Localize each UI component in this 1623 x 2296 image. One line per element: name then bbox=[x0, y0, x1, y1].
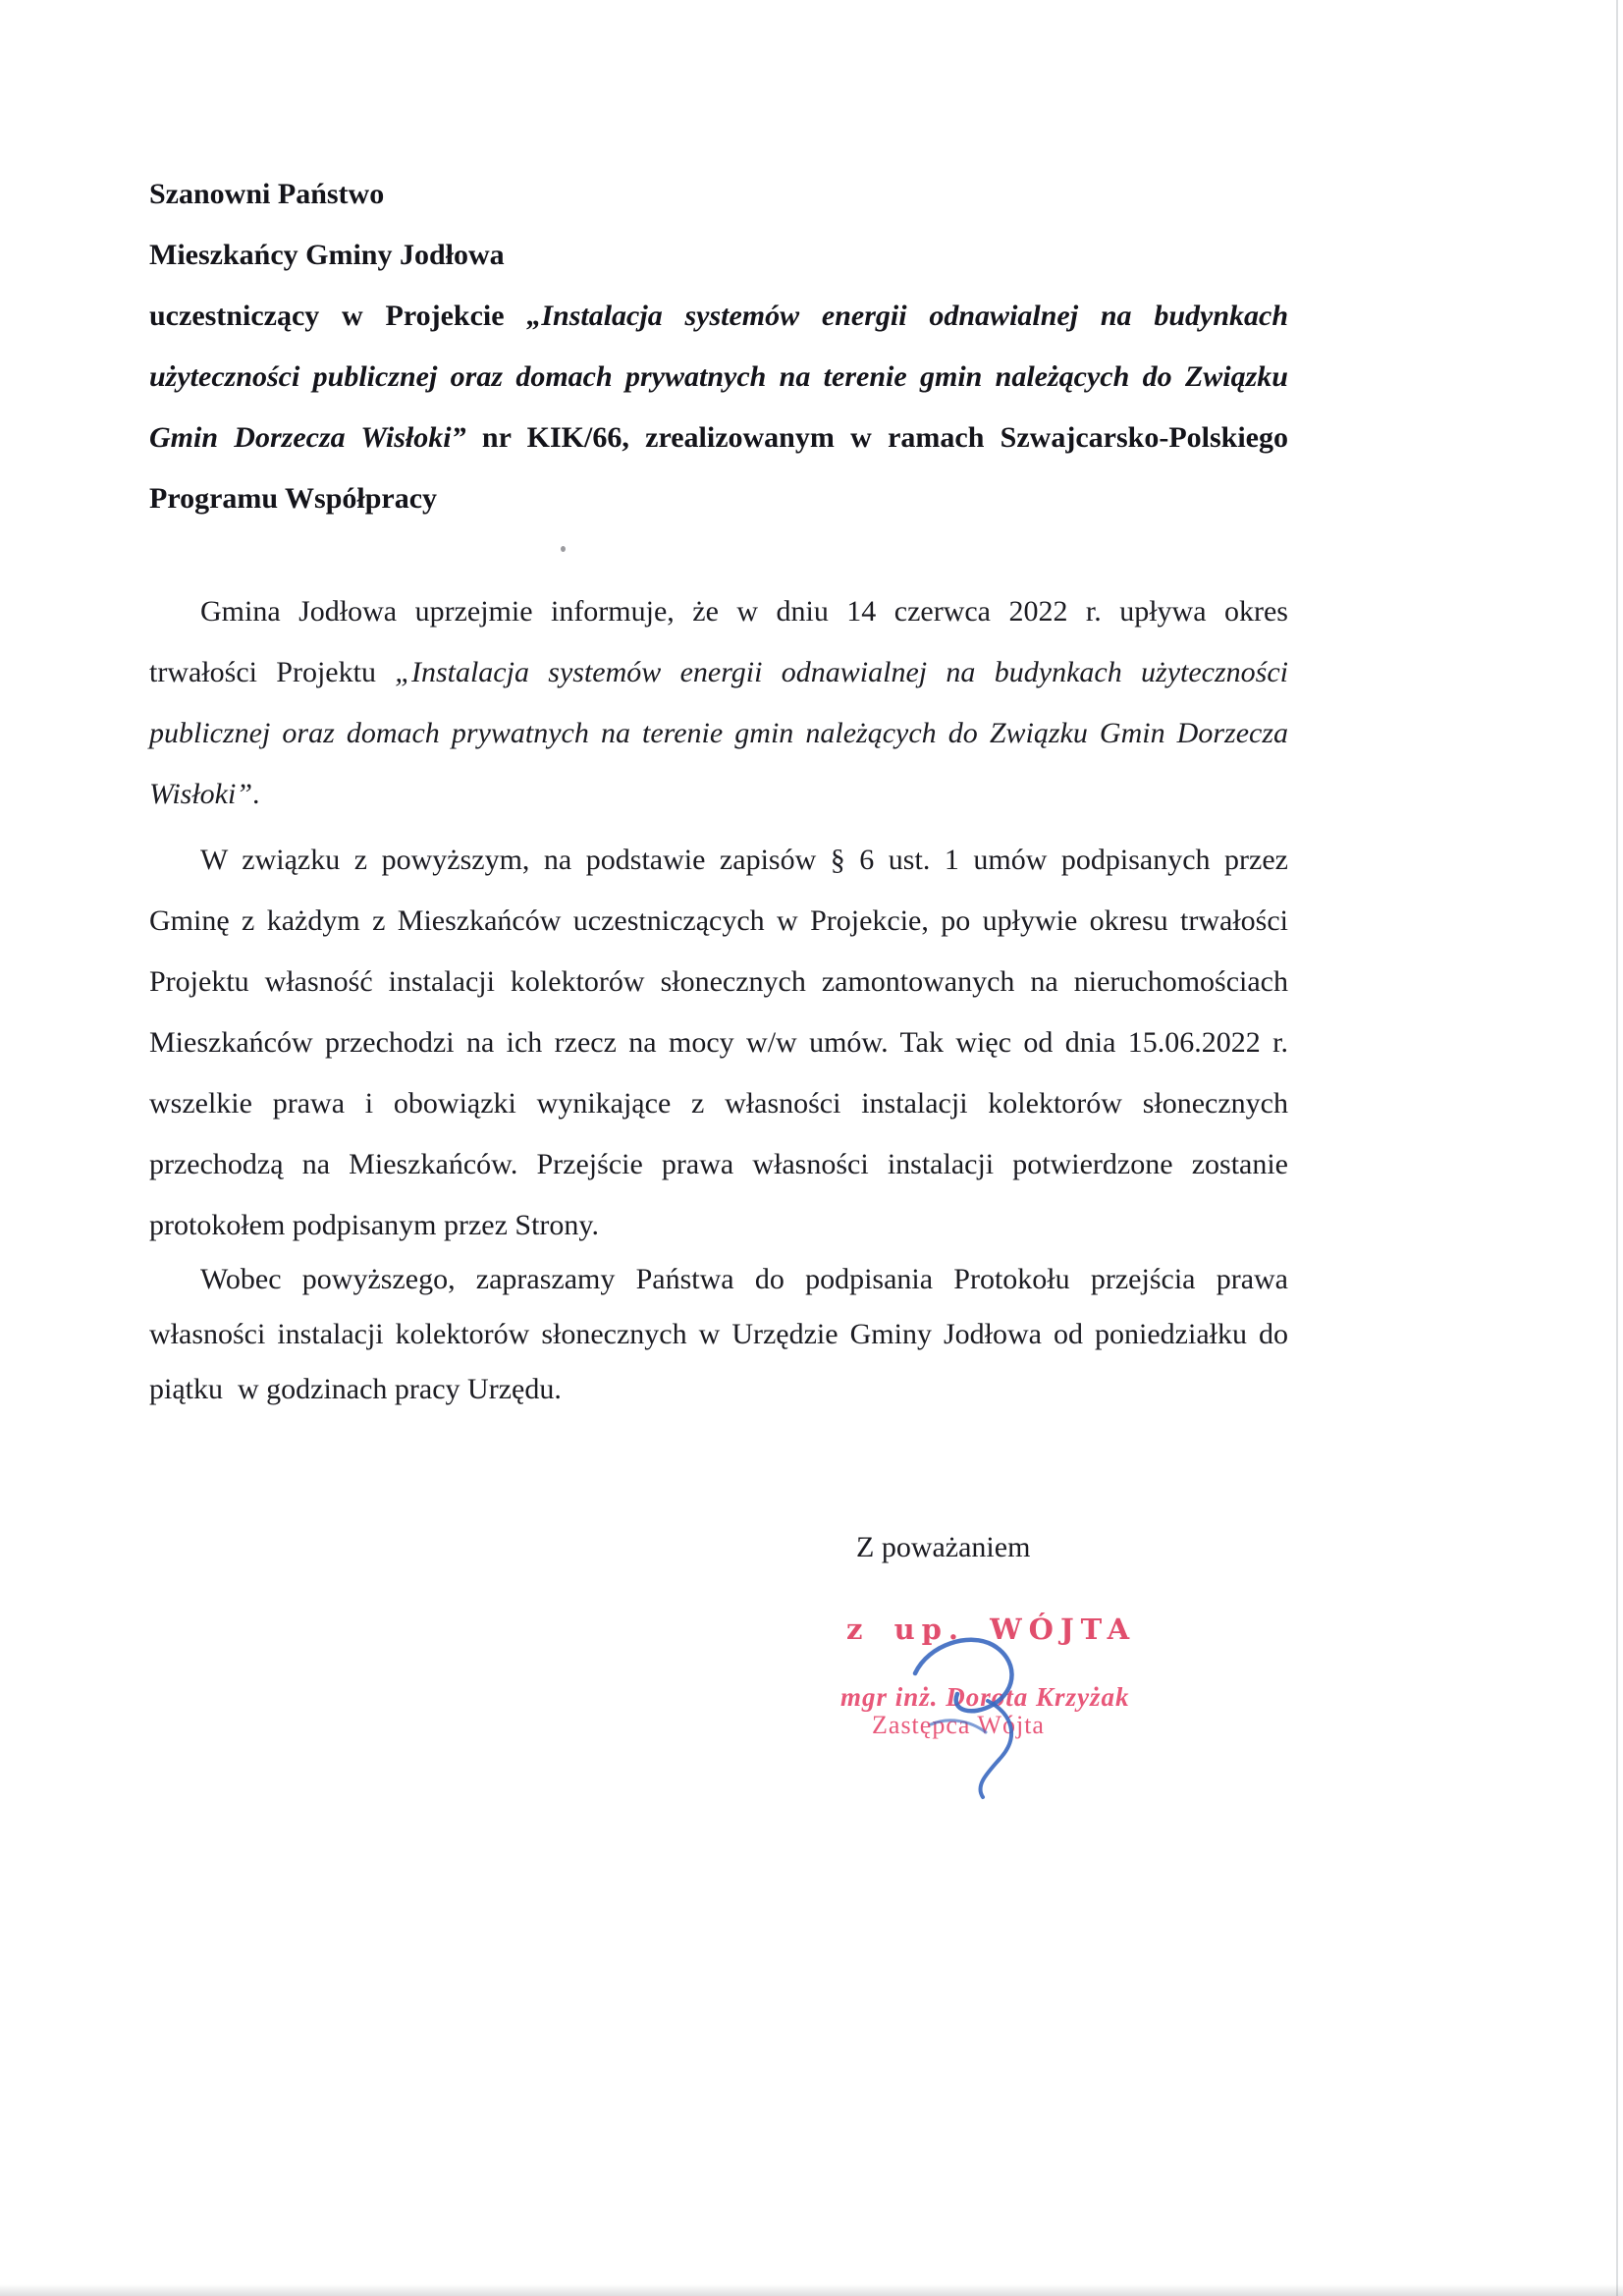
p1-line-1: Gmina Jodłowa uprzejmie informuje, że w dniu 14 czerwca 2022 r. upływa okres bbox=[200, 595, 1288, 628]
paragraph-2 bbox=[149, 830, 1288, 1256]
valediction: Z poważaniem bbox=[856, 1531, 1031, 1563]
stamp-signer-name: mgr inż. Dorota Krzyżak bbox=[840, 1682, 1130, 1712]
p2-line-6: przechodzą na Mieszkańców. Przejście prawa własności instalacji potwierdzone zostanie bbox=[149, 1148, 1288, 1180]
p2-line-4: Mieszkańców przechodzi na ich rzecz na mocy w/w umów. Tak więc od dnia 15.06.2022 r. bbox=[149, 1026, 1288, 1059]
p1-line-3: publicznej oraz domach prywatnych na terenie gmin należących do Związku Gmin Dorzecza bbox=[149, 717, 1288, 749]
p2-line-5: wszelkie prawa i obowiązki wynikające z własności instalacji kolektorów słonecznych bbox=[149, 1087, 1288, 1120]
p3-line-3: piątku w godzinach pracy Urzędu. bbox=[149, 1373, 562, 1405]
p2-line-1: W związku z powyższym, na podstawie zapisów § 6 ust. 1 umów podpisanych przez bbox=[200, 844, 1288, 876]
p1-text: trwałości Projektu bbox=[149, 656, 396, 688]
project-title-line-2: użyteczności publicznej oraz domach prywatnych na terenie gmin należących do Związku bbox=[149, 360, 1288, 393]
p1-title-italic-end: Wisłoki” bbox=[149, 778, 253, 810]
p3-line-2: własności instalacji kolektorów słonecznych w Urzędzie Gminy Jodłowa od poniedziałku do bbox=[149, 1318, 1288, 1350]
project-title-italic: „Instalacja systemów energii odnawialnej na budynkach bbox=[526, 300, 1289, 332]
project-title-italic-end: Gmin Dorzecza Wisłoki” bbox=[149, 421, 466, 454]
stamp-authority-line: z up. WÓJTA bbox=[846, 1613, 1137, 1646]
scan-edge-right bbox=[1616, 0, 1618, 2296]
scan-edge-bottom bbox=[0, 2284, 1623, 2296]
program-line: Programu Współpracy bbox=[149, 482, 438, 515]
project-title-line-1 bbox=[149, 286, 1288, 347]
p2-line-7: protokołem podpisanym przez Strony. bbox=[149, 1209, 599, 1241]
scan-artifact-dot bbox=[561, 546, 566, 552]
project-intro-text: uczestniczący w Projekcie bbox=[149, 300, 527, 332]
project-number-text: nr KIK/66, zrealizowanym w ramach Szwajcarsko-Polskiego bbox=[465, 421, 1288, 454]
paragraph-1 bbox=[149, 581, 1288, 825]
p1-line-2 bbox=[149, 642, 1288, 703]
salutation-line: Szanowni Państwo bbox=[149, 178, 385, 210]
p1-period: . bbox=[252, 778, 260, 810]
addressee-block bbox=[149, 164, 1288, 529]
paragraph-3 bbox=[149, 1252, 1288, 1417]
handwritten-signature bbox=[901, 1630, 1039, 1805]
stamp-signer-title: Zastępca Wójta bbox=[872, 1711, 1045, 1739]
project-title-line-3 bbox=[149, 408, 1288, 468]
addressee-line: Mieszkańcy Gminy Jodłowa bbox=[149, 239, 505, 271]
p2-line-3: Projektu własność instalacji kolektorów słonecznych zamontowanych na nieruchomościach bbox=[149, 965, 1288, 998]
p3-line-1: Wobec powyższego, zapraszamy Państwa do podpisania Protokołu przejścia prawa bbox=[200, 1263, 1288, 1295]
p1-line-4 bbox=[149, 764, 1288, 825]
p1-title-italic: „Instalacja systemów energii odnawialnej na budynkach użyteczności bbox=[395, 656, 1288, 688]
p2-line-2: Gminę z każdym z Mieszkańców uczestniczących w Projekcie, po upływie okresu trwałości bbox=[149, 904, 1288, 937]
